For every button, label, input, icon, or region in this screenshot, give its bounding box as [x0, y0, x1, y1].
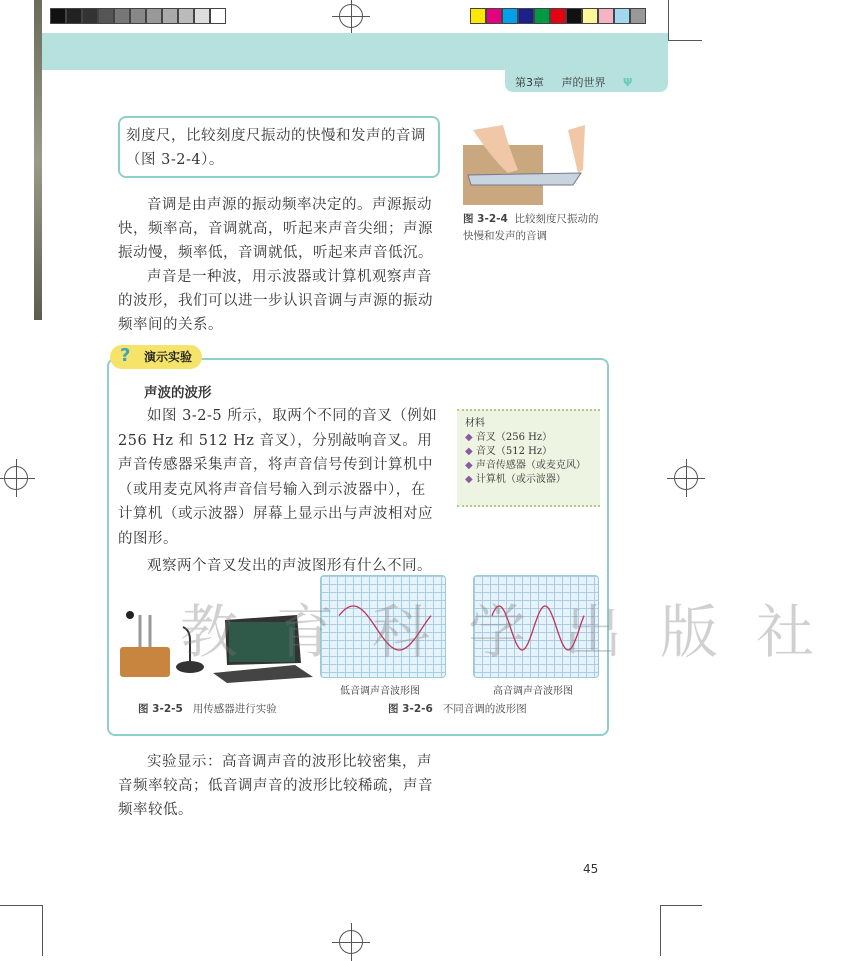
- high-pitch-label: 高音调声音波形图: [493, 686, 573, 697]
- page-number: 45: [583, 862, 599, 876]
- chapter-number: 第3章: [515, 76, 544, 89]
- tuning-fork-icon: Ψ: [623, 76, 633, 89]
- registration-mark: [339, 930, 363, 954]
- material-item: ◆ 计算机（或示波器）: [465, 473, 592, 487]
- intro-box: 刻度尺，比较刻度尺振动的快慢和发声的音调（图 3-2-4）。: [118, 116, 440, 178]
- publisher-watermark: 教育科学出版社: [180, 598, 852, 666]
- registration-mark: [4, 466, 28, 490]
- low-pitch-label: 低音调声音波形图: [340, 686, 420, 697]
- conclusion-text: 实验显示：高音调声音的波形比较密集，声音频率较高；低音调声音的波形比较稀疏，声音频率较低。: [118, 754, 433, 818]
- paragraph: 音调是由声源的振动频率决定的。声源振动快，频率高，音调就高，听起来声音尖细；声源振动慢，频率低，音调就低，听起来声音低沉。: [118, 197, 433, 261]
- material-item: ◆ 音叉（512 Hz）: [465, 445, 592, 459]
- material-item: ◆ 音叉（256 Hz）: [465, 431, 592, 445]
- page-edge-strip: [34, 0, 42, 320]
- materials-box: [457, 409, 600, 507]
- figure-3-2-6-caption: 图 3-2-6 不同音调的波形图: [388, 703, 527, 715]
- ruler-photo: [463, 125, 586, 205]
- figure-3-2-4-caption: 图 3-2-4 比较刻度尺振动的快慢和发声的音调: [463, 213, 599, 242]
- demo-badge: ? 演示实验: [110, 345, 202, 369]
- material-item: ◆ 声音传感器（或麦克风）: [465, 459, 592, 473]
- figure-3-2-5-caption: 图 3-2-5 用传感器进行实验: [138, 703, 277, 715]
- paragraph: 声音是一种波，用示波器或计算机观察声音的波形，我们可以进一步认识音调与声源的振动频率间的关系。: [118, 269, 433, 333]
- question-bulb-icon: ?: [120, 345, 131, 366]
- demo-text: 如图 3-2-5 所示，取两个不同的音叉（例如 256 Hz 和 512 Hz 音叉），分别敲响音叉。用声音传感器采集声音，将声音信号传到计算机中（或用麦克风将声音信号输入到示波器中），在计算机（或示波器）屏幕上显示出与声波相对应的图形。 观察两个音叉发出的声波图形有什么不同。: [118, 408, 438, 574]
- registration-mark: [339, 4, 363, 28]
- materials-title: 材料: [465, 418, 485, 429]
- header-band: [42, 33, 668, 70]
- body-text: [118, 193, 440, 337]
- chapter-title: 声的世界: [561, 76, 606, 89]
- chapter-tab: [505, 68, 668, 92]
- demo-title: 声波的波形: [144, 385, 212, 401]
- registration-mark: [674, 466, 698, 490]
